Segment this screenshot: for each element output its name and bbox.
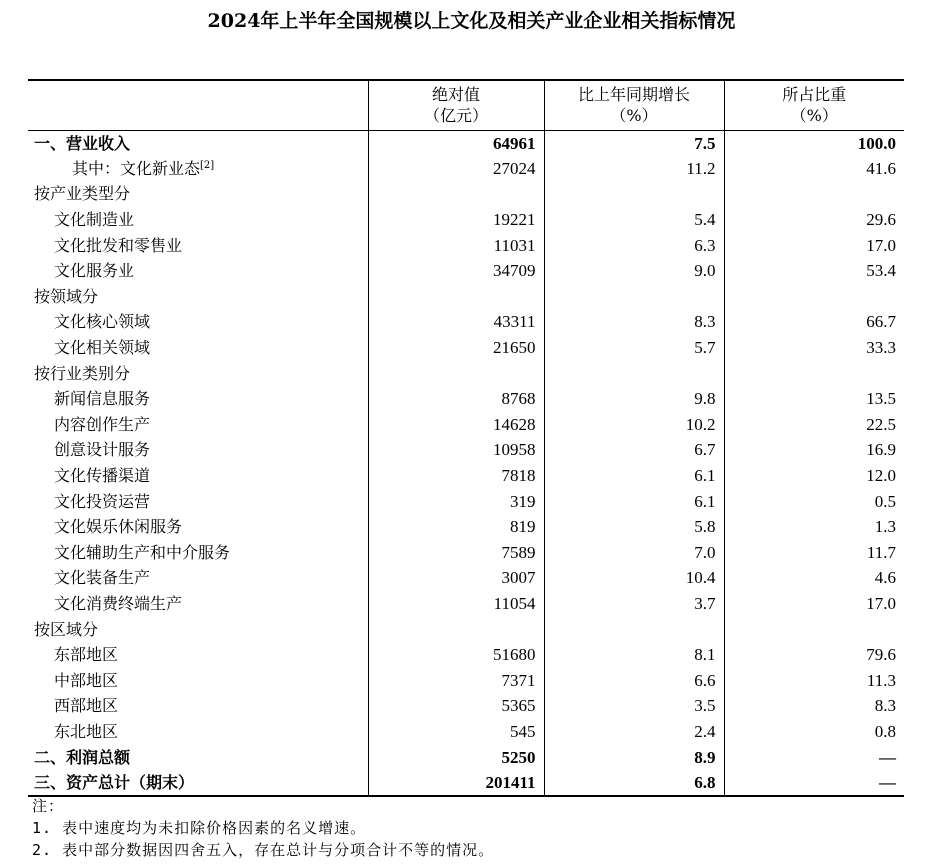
cell-growth: 7.0 [544,540,724,566]
row-label [28,232,368,258]
cell-share: 66.7 [724,309,904,335]
row-label-text: 文化娱乐休闲服务 [54,517,183,537]
cell-growth: 5.4 [544,207,724,233]
cell-growth: 8.9 [544,744,724,770]
row-label [28,386,368,412]
header-line2: （亿元） [423,106,488,126]
cell-growth [544,284,724,310]
row-label [28,616,368,642]
cell-share: 0.5 [724,488,904,514]
row-label [28,309,368,335]
footnote-marker: [2] [200,159,215,171]
cell-absolute-value: 5365 [368,693,544,719]
cell-growth: 6.3 [544,232,724,258]
table-row [28,232,904,258]
cell-share: 12.0 [724,463,904,489]
cell-share: 8.3 [724,693,904,719]
cell-share: 79.6 [724,642,904,668]
row-label-text: 按行业类别分 [34,363,131,383]
row-label [28,335,368,361]
row-label [28,130,368,156]
row-label [28,156,368,182]
cell-growth: 3.5 [544,693,724,719]
cell-share [724,616,904,642]
cell-growth: 10.2 [544,412,724,438]
cell-absolute-value: 5250 [368,744,544,770]
row-label [28,181,368,207]
row-label-text: 文化消费终端生产 [54,593,183,613]
header-share [724,80,904,130]
header-line1: 绝对值 [431,85,480,105]
cell-share [724,181,904,207]
row-label-text: 内容创作生产 [54,414,151,434]
cell-absolute-value: 7589 [368,540,544,566]
table-row [28,437,904,463]
table-row [28,309,904,335]
cell-growth: 6.8 [544,770,724,796]
row-label [28,744,368,770]
cell-growth: 7.5 [544,130,724,156]
table-row [28,616,904,642]
table-row [28,335,904,361]
table-row [28,463,904,489]
table-row [28,770,904,796]
row-label-text: 文化服务业 [54,261,135,281]
header-label [28,80,368,130]
cell-growth [544,360,724,386]
cell-share [724,284,904,310]
cell-growth [544,181,724,207]
row-label-text: 文化相关领域 [54,338,151,358]
cell-absolute-value [368,616,544,642]
row-label [28,258,368,284]
table-row [28,540,904,566]
table-row [28,488,904,514]
note-1: 1. 表中速度均为未扣除价格因素的名义增速。 [32,819,367,837]
cell-absolute-value: 51680 [368,642,544,668]
cell-growth: 9.8 [544,386,724,412]
table-row [28,360,904,386]
row-label-text: 创意设计服务 [54,440,151,460]
row-label-text: 中部地区 [54,670,119,690]
table-header [28,80,904,130]
row-label [28,514,368,540]
row-label [28,591,368,617]
cell-growth: 8.1 [544,642,724,668]
cell-absolute-value [368,181,544,207]
cell-share: 33.3 [724,335,904,361]
row-label [28,437,368,463]
cell-growth: 6.1 [544,488,724,514]
cell-growth: 2.4 [544,719,724,745]
cell-absolute-value: 319 [368,488,544,514]
cell-growth: 8.3 [544,309,724,335]
table-body [28,130,904,796]
cell-absolute-value [368,284,544,310]
cell-share: 41.6 [724,156,904,182]
cell-share: 4.6 [724,565,904,591]
cell-share: 53.4 [724,258,904,284]
cell-share: 11.7 [724,540,904,566]
cell-absolute-value: 19221 [368,207,544,233]
cell-share: 16.9 [724,437,904,463]
table-row [28,181,904,207]
notes-heading: 注： [32,797,65,815]
cell-share: — [724,744,904,770]
row-label-text: 三、资产总计（期末） [34,772,195,792]
cell-absolute-value: 819 [368,514,544,540]
row-label [28,565,368,591]
cell-absolute-value: 27024 [368,156,544,182]
cell-absolute-value: 21650 [368,335,544,361]
table-row [28,207,904,233]
table-row [28,667,904,693]
table-row [28,514,904,540]
table-row [28,591,904,617]
row-label [28,463,368,489]
table-row [28,719,904,745]
row-label [28,207,368,233]
cell-absolute-value: 201411 [368,770,544,796]
row-label [28,284,368,310]
cell-growth: 6.1 [544,463,724,489]
row-label [28,412,368,438]
row-label-text: 一、营业收入 [34,133,131,153]
cell-share: 29.6 [724,207,904,233]
cell-share: 11.3 [724,667,904,693]
row-label [28,719,368,745]
table-row [28,693,904,719]
row-label-text: 其中：文化新业态 [72,158,201,178]
row-label-text: 西部地区 [54,696,119,716]
row-label-text: 文化核心领域 [54,312,151,332]
table-row [28,258,904,284]
cell-share [724,360,904,386]
table-row [28,565,904,591]
note-2: 2. 表中部分数据因四舍五入，存在总计与分项合计不等的情况。 [32,841,495,859]
row-label-text: 二、利润总额 [34,747,131,767]
cell-growth: 6.7 [544,437,724,463]
row-label-text: 东部地区 [54,645,119,665]
table-row [28,156,904,182]
cell-growth [544,616,724,642]
row-label-text: 按产业类型分 [34,184,131,204]
cell-growth: 11.2 [544,156,724,182]
cell-growth: 5.8 [544,514,724,540]
row-label-text: 文化批发和零售业 [54,235,183,255]
cell-absolute-value: 11054 [368,591,544,617]
cell-absolute-value: 34709 [368,258,544,284]
row-label-text: 按领域分 [34,286,99,306]
row-label-text: 文化装备生产 [54,568,151,588]
table-row [28,642,904,668]
row-label-text: 文化投资运营 [54,491,151,511]
row-label [28,642,368,668]
cell-absolute-value: 7818 [368,463,544,489]
row-label [28,667,368,693]
header-line2: （%） [790,106,838,126]
cell-absolute-value: 14628 [368,412,544,438]
cell-growth: 10.4 [544,565,724,591]
cell-share: 0.8 [724,719,904,745]
cell-absolute-value: 545 [368,719,544,745]
row-label-text: 文化传播渠道 [54,466,151,486]
cell-share: 100.0 [724,130,904,156]
cell-absolute-value: 64961 [368,130,544,156]
cell-share: 22.5 [724,412,904,438]
cell-absolute-value: 8768 [368,386,544,412]
cell-share: 17.0 [724,232,904,258]
cell-share: — [724,770,904,796]
cell-absolute-value: 43311 [368,309,544,335]
table-row [28,130,904,156]
cell-share: 13.5 [724,386,904,412]
table-row [28,412,904,438]
cell-growth: 9.0 [544,258,724,284]
row-label [28,770,368,796]
cell-growth: 3.7 [544,591,724,617]
cell-growth: 6.6 [544,667,724,693]
header-line1: 比上年同期增长 [577,85,690,105]
page-title: 2024年上半年全国规模以上文化及相关产业企业相关指标情况 [207,10,736,32]
row-label [28,540,368,566]
row-label-text: 东北地区 [54,721,119,741]
cell-absolute-value [368,360,544,386]
indicator-table [28,79,904,797]
header-absolute-value [368,80,544,130]
header-line2: （%） [610,106,658,126]
row-label-text: 新闻信息服务 [54,389,151,409]
table-row [28,744,904,770]
cell-absolute-value: 7371 [368,667,544,693]
header-line1: 所占比重 [782,85,847,105]
row-label-text: 文化制造业 [54,210,135,230]
notes [32,795,494,861]
cell-absolute-value: 10958 [368,437,544,463]
cell-share: 17.0 [724,591,904,617]
table-row [28,386,904,412]
header-growth [544,80,724,130]
table-row [28,284,904,310]
cell-growth: 5.7 [544,335,724,361]
cell-absolute-value: 3007 [368,565,544,591]
row-label-text: 文化辅助生产和中介服务 [54,542,231,562]
row-label [28,488,368,514]
row-label-text: 按区域分 [34,619,99,639]
cell-share: 1.3 [724,514,904,540]
row-label [28,693,368,719]
cell-absolute-value: 11031 [368,232,544,258]
row-label [28,360,368,386]
